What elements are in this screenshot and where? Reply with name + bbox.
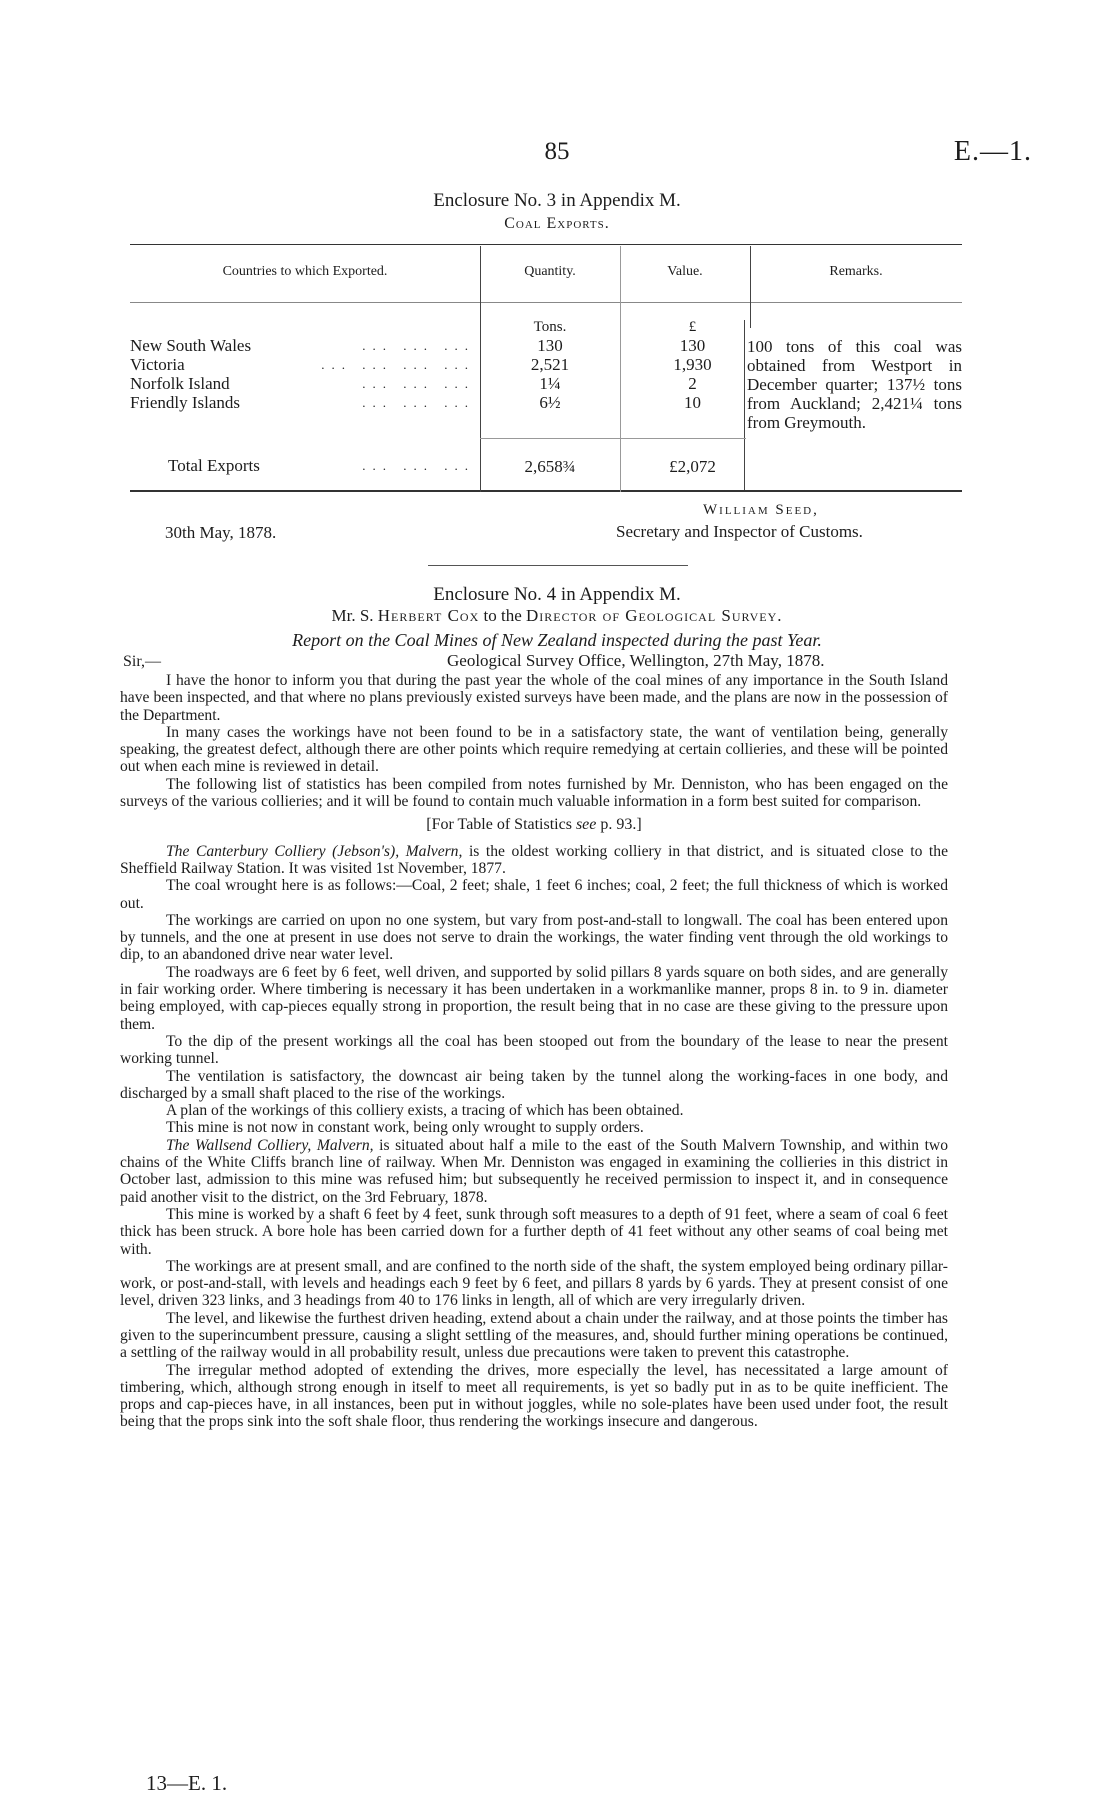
stat-ref-prefix: [For Table of Statistics bbox=[426, 816, 572, 834]
header-quantity: Quantity. bbox=[524, 264, 576, 279]
table-row-value: 130 bbox=[679, 336, 706, 355]
table-row-value: 10 bbox=[684, 393, 701, 412]
body-paragraph: The irregular method adopted of extending the drives, more especially the level, has necessitated a large amount of timbering, which, although strong enough in itself to meet all requirements, is yet so badly put in as to be quite inefficient. The props and cap-pieces have, in all instances, been put in without joggles, while no sole-plates have been used under foot, the result being that the props sink into the soft shale floor, thus rendering the workings insecure and dangerous. bbox=[120, 1361, 948, 1431]
enclosure-3-title: Enclosure No. 3 in Appendix M. bbox=[433, 190, 681, 211]
column-divider bbox=[750, 246, 751, 328]
header-remarks: Remarks. bbox=[829, 264, 883, 279]
from-name: Herbert Cox bbox=[377, 606, 480, 625]
table-bottom-rule bbox=[130, 490, 962, 492]
leader-dots: ... ... ... bbox=[362, 376, 475, 391]
paragraph-text: is the oldest working colliery in that district, and is situated close to the Sheffield Railway Station. It was visited 1st November, 1877. bbox=[120, 842, 948, 877]
header-value: Value. bbox=[667, 264, 703, 279]
body-paragraph: A plan of the workings of this colliery exists, a tracing of which has been obtained. bbox=[166, 1102, 684, 1120]
enclosure-3-subtitle: Coal Exports. bbox=[504, 215, 610, 232]
header-rule bbox=[130, 302, 962, 303]
body-paragraph bbox=[120, 1137, 948, 1206]
coal-exports-table bbox=[130, 244, 962, 492]
body-paragraph: I have the honor to inform you that during the past year the whole of the coal mines of any importance in the South Island have been inspected, and that where no plans previously existed surveys have been made, and the plans are now in the possession of the Department. bbox=[120, 672, 948, 724]
header-countries: Countries to which Exported. bbox=[222, 264, 388, 279]
table-row-value: 2 bbox=[688, 374, 697, 393]
table-row-quantity: 2,521 bbox=[530, 355, 570, 374]
body-paragraph: The following list of statistics has been compiled from notes furnished by Mr. Denniston, who has been engaged on the surveys of the various collieries; and it will be found to contain much valuable information in a form best suited for comparison. bbox=[120, 775, 948, 811]
from-prefix: Mr. S. bbox=[331, 606, 374, 625]
leader-dots: ... ... ... bbox=[362, 458, 475, 473]
report-title: Report on the Coal Mines of New Zealand inspected during the past Year. bbox=[292, 630, 822, 650]
total-rule bbox=[620, 438, 746, 439]
leader-dots: ... ... ... ... bbox=[321, 357, 475, 372]
stat-ref-suffix: p. 93.] bbox=[600, 816, 642, 834]
office-dateline: Geological Survey Office, Wellington, 27th May, 1878. bbox=[447, 651, 825, 670]
total-rule bbox=[480, 438, 620, 439]
body-paragraph: The level, and likewise the furthest driven heading, extend about a chain under the railway, and at those points the timber has given to the superincumbent pressure, causing a slight settling of the measures, and, should further mining operations be continued, a settling of the railway would in all probability result, unless due precautions were taken to prevent this catastrophe. bbox=[120, 1309, 948, 1362]
to-name: Director of Geological Survey. bbox=[526, 606, 783, 625]
table-row-value: 1,930 bbox=[673, 355, 712, 374]
to-word: to the bbox=[483, 606, 522, 625]
table-top-rule bbox=[130, 244, 962, 245]
body-paragraph: In many cases the workings have not been found to be in a satisfactory state, the want of ventilation being, generally speaking, the greatest defect, although there are other points which require remedying at certain collieries, and these will be pointed out when each mine is reviewed in detail. bbox=[120, 723, 948, 776]
table-row-country: New South Wales bbox=[130, 336, 252, 355]
enclosure-4-title: Enclosure No. 4 in Appendix M. bbox=[433, 584, 681, 605]
colliery-name: The Wallsend Colliery, Malvern, bbox=[166, 1136, 374, 1154]
table-remarks: 100 tons of this coal was obtained from Westport in December quarter; 137½ tons from Auckland; 2,421¼ tons from Greymouth. bbox=[747, 337, 962, 432]
body-paragraph bbox=[120, 843, 948, 878]
table-row-country: Friendly Islands bbox=[130, 393, 241, 412]
table-row-country: Norfolk Island bbox=[130, 374, 230, 393]
signatory-title: Secretary and Inspector of Customs. bbox=[616, 522, 863, 541]
body-paragraph: To the dip of the present workings all the coal has been stooped out from the boundary of the lease to near the present working tunnel. bbox=[120, 1032, 948, 1068]
total-value: £2,072 bbox=[669, 457, 716, 476]
letter-heading bbox=[0, 606, 1114, 626]
paragraph-text: is situated about half a mile to the east of the South Malvern Township, and within two chains of the White Cliffs branch line of railway. When Mr. Denniston was engaged in examining the collieries in this district in October last, admission to this mine was refused him; but subsequently he received permission to inspect it, and in consequence paid another visit to the district, on the 3rd February, 1878. bbox=[120, 1136, 948, 1206]
body-paragraph: This mine is worked by a shaft 6 feet by 4 feet, sunk through soft measures to a depth of 91 feet, where a seam of coal 6 feet thick has been struck. A bore hole has been carried down for a further depth of 41 feet without any other seams of coal being met with. bbox=[120, 1205, 948, 1258]
body-paragraph: The ventilation is satisfactory, the downcast air being taken by the tunnel along the working-faces in one body, and discharged by a small shaft placed to the rise of the workings. bbox=[120, 1067, 948, 1102]
table-row-quantity: 6½ bbox=[539, 393, 561, 412]
table-row-quantity: 1¼ bbox=[539, 374, 561, 393]
total-label: Total Exports bbox=[168, 456, 260, 475]
table-row-quantity: 130 bbox=[537, 336, 563, 355]
body-paragraph: The workings are carried on upon no one system, but vary from post-and-stall to longwall. The coal has been entered upon by tunnels, and the one at present in use does not serve to drain the workings, the water finding vent through the old workings to dip, to an abandoned drive near water level. bbox=[120, 911, 948, 964]
statistics-reference bbox=[120, 816, 948, 833]
salutation: Sir,— bbox=[123, 653, 162, 670]
body-paragraph: The coal wrought here is as follows:—Coal, 2 feet; shale, 1 feet 6 inches; coal, 2 feet; the full thickness of which is worked out. bbox=[120, 877, 948, 912]
leader-dots: ... ... ... bbox=[362, 395, 475, 410]
body-paragraph: The workings are at present small, and are confined to the north side of the shaft, the system employed being ordinary pillar-work, or post-and-stall, with levels and headings each 9 feet by 6 feet, and pillars 8 yards by 6 yards. They at present consist of one level, driven 323 links, and 3 headings from 40 to 176 links in length, all of which are very irregularly driven. bbox=[120, 1257, 948, 1310]
value-unit: £ bbox=[688, 319, 697, 335]
enclosure-3-date: 30th May, 1878. bbox=[165, 523, 277, 542]
stat-ref-see: see bbox=[575, 816, 597, 834]
table-row-country: Victoria bbox=[130, 355, 185, 374]
leader-dots: ... ... ... bbox=[362, 338, 475, 353]
body-paragraph: This mine is not now in constant work, being only wrought to supply orders. bbox=[166, 1119, 644, 1137]
colliery-name: The Canterbury Colliery (Jebson's), Malvern, bbox=[166, 842, 463, 860]
quantity-unit: Tons. bbox=[533, 319, 567, 335]
paper-reference: E.—1. bbox=[953, 136, 1032, 167]
signature-mark: 13—E. 1. bbox=[146, 1771, 228, 1795]
total-quantity: 2,658¾ bbox=[524, 457, 576, 476]
letter-body bbox=[120, 672, 948, 1431]
signatory-name: William Seed, bbox=[703, 502, 819, 518]
body-paragraph: The roadways are 6 feet by 6 feet, well driven, and supported by solid pillars 8 yards square on both sides, and are generally in fair working order. Where timbering is necessary it has been undertaken in a workmanlike manner, props 8 in. to 9 in. diameter being employed, with cap-pieces equally strong in proportion, the result being that in no case are these giving to the pressure upon them. bbox=[120, 963, 948, 1033]
page-number: 85 bbox=[544, 138, 570, 165]
section-separator bbox=[428, 565, 688, 566]
